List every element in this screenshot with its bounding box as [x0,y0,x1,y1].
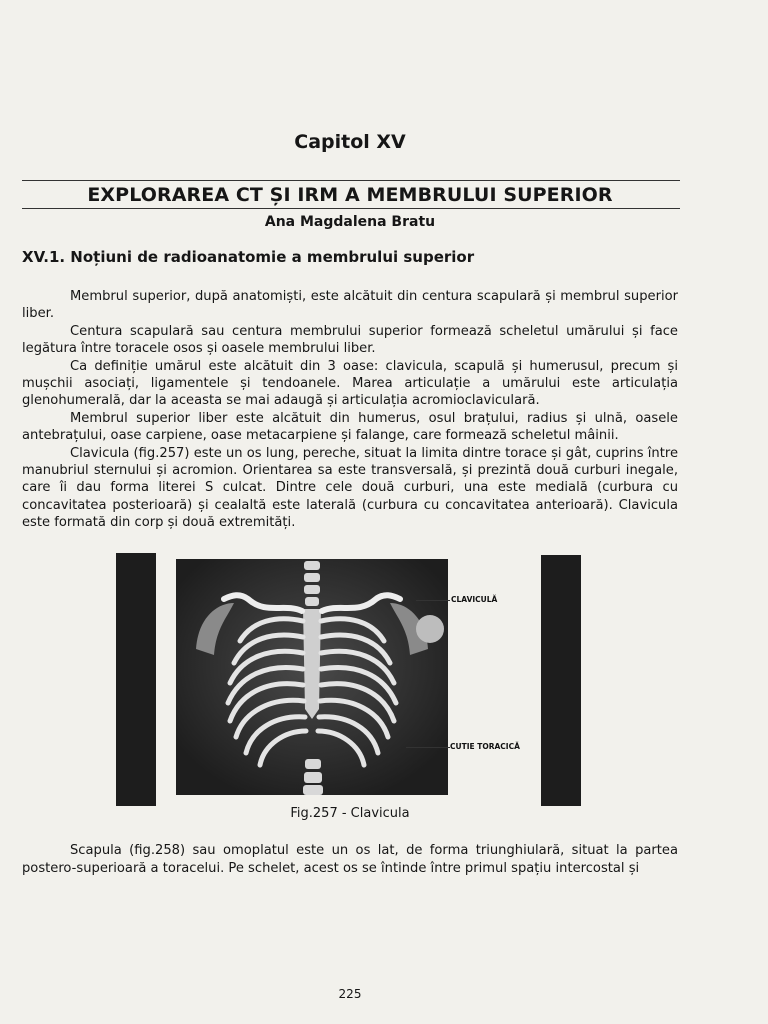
title-rule-bottom [22,208,680,209]
page-title: EXPLORAREA CT ȘI IRM A MEMBRULUI SUPERIOR [87,184,613,206]
thorax-leader-line [406,747,450,748]
paragraph: Clavicula (fig.257) este un os lung, pereche, situat la limita dintre torace și gât, cuprins între manubriul sternului și acromion. Orientarea sa este transversală, și prezintă două curburi inegale, care îi dau forma literei S culcat. Dintre cele două curburi, una este medială (curbura cu concavitatea posterioară) și cealaltă este laterală (curbura cu concavitatea anterioară). Clavicula este formată din corp și două extremități. [22,445,678,531]
paragraph: Scapula (fig.258) sau omoplatul este un os lat, de forma triunghiulară, situat la partea postero-superioară a toracelui. Pe schelet, acest os se întinde între primul spațiu intercostal și [22,843,678,876]
title-rule-top [22,180,680,181]
figure-caption: Fig.257 - Clavicula [290,806,410,821]
paragraph: Ca definiție umărul este alcătuit din 3 oase: clavicula, scapulă și humerusul, precum și mușchii asociați, ligamentele și tendoanele. Marea articulație a umărului este articulația glenohumerală, dar la aceasta se mai adaugă și articulația acromioclaviculară. [22,358,678,409]
section-heading: XV.1. Noțiuni de radioanatomie a membrului superior [22,248,475,266]
body-text-continued [22,842,678,878]
chapter-heading: Capitol XV [294,131,406,153]
film-strip-right [541,555,581,806]
clavicle-label: CLAVICULĂ [451,595,498,604]
figure-clavicle [116,553,582,806]
film-strip-left [116,553,156,806]
paragraph: Centura scapulară sau centura membrului superior formează scheletul umărului și face legătura între toracele osos și oasele membrului liber. [22,323,678,357]
author-name: Ana Magdalena Bratu [264,214,436,230]
clavicle-leader-line [416,600,450,601]
paragraph: Membrul superior, după anatomiști, este alcătuit din centura scapulară și membrul superior liber. [22,289,678,322]
thorax-label: CUTIE TORACICĂ [450,742,520,751]
paragraph: Membrul superior liber este alcătuit din humerus, osul brațului, radius și ulnă, oasele antebrațului, oase carpiene, oase metacarpiene și falange, care formează scheletul mâinii. [22,410,678,444]
xray-image [176,559,448,795]
rib-cage-illustration [176,559,448,795]
body-text [22,288,678,532]
page-number: 225 [338,987,362,1001]
